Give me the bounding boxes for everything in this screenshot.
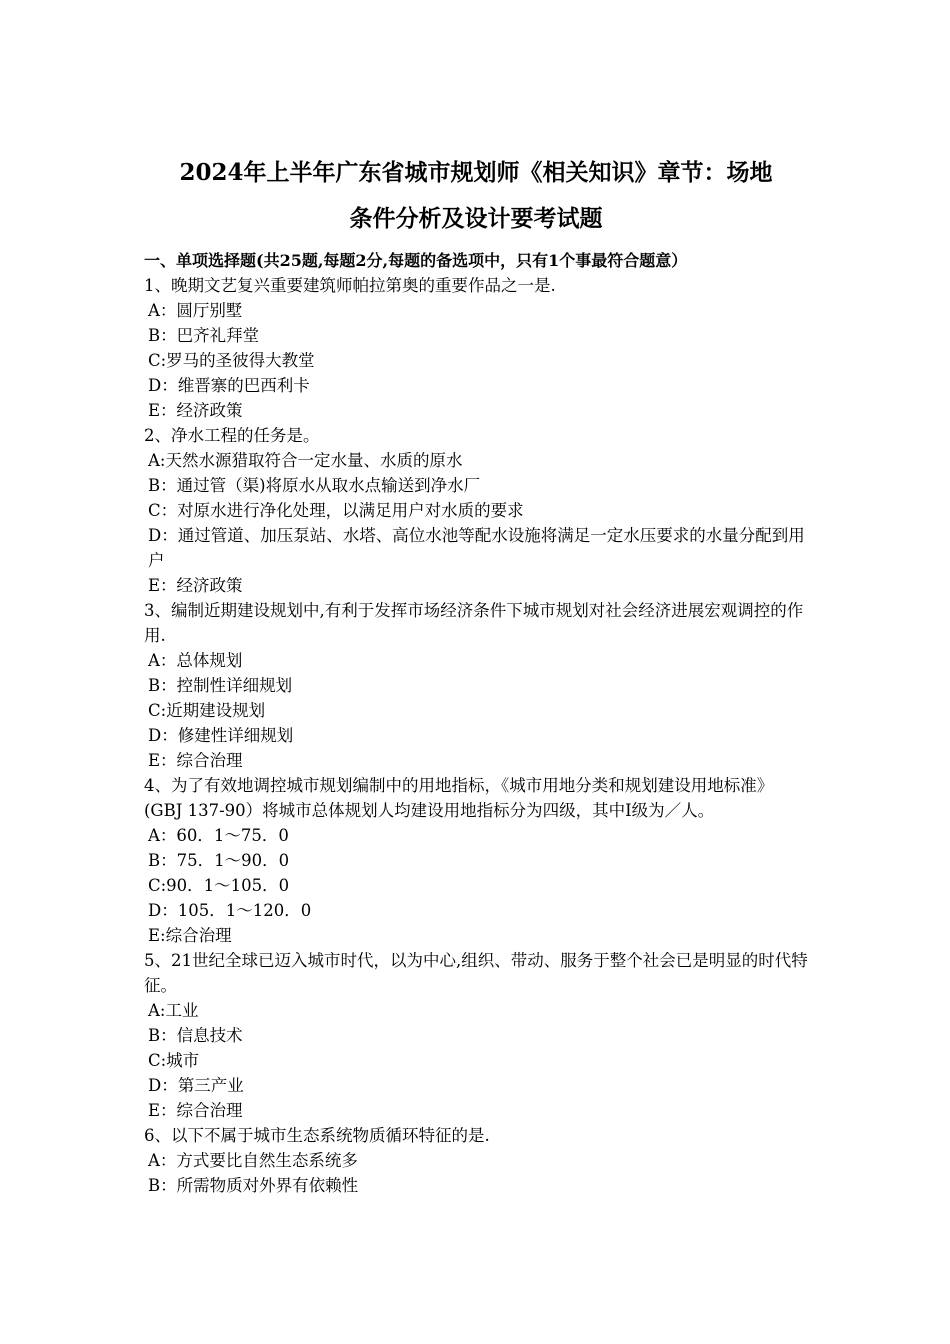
option-d: D：第三产业	[148, 1076, 244, 1095]
option-a: A：总体规划	[148, 651, 243, 670]
option-c: C：对原水进行净化处理，以满足用户对水质的要求	[148, 501, 524, 520]
question-text: 6、以下不属于城市生态系统物质循环特征的是.	[144, 1126, 490, 1145]
option-a: A:天然水源猎取符合一定水量、水质的原水	[148, 451, 463, 470]
option-e: E：经济政策	[148, 401, 243, 420]
option-e: E：综合治理	[148, 1101, 243, 1120]
title-line-1: 2024年上半年广东省城市规划师《相关知识》章节：场地	[179, 159, 773, 186]
option-a: A：圆厅别墅	[148, 301, 243, 320]
option-d: D：修建性详细规划	[148, 726, 294, 745]
question-6	[144, 1123, 808, 1198]
option-b: B：巴齐礼拜堂	[148, 326, 260, 345]
option-b: B：75．1～90．0	[148, 851, 290, 870]
option-e: E:综合治理	[148, 926, 232, 945]
option-d: D：通过管道、加压泵站、水塔、高位水池等配水设施将满足一定水压要求的水量分配到用户	[148, 526, 805, 570]
question-1	[144, 273, 808, 423]
option-b: B：信息技术	[148, 1026, 243, 1045]
option-d: D：105．1～120．0	[148, 901, 312, 920]
option-e: E：经济政策	[148, 576, 243, 595]
option-c: C:城市	[148, 1051, 200, 1070]
option-d: D：维晋寨的巴西利卡	[148, 376, 310, 395]
question-text: 5、21世纪全球已迈入城市时代，以为中心,组织、带动、服务于整个社会已是明显的时代特征。	[144, 951, 808, 995]
title-line-2: 条件分析及设计要考试题	[349, 205, 603, 232]
option-c: C:90．1～105．0	[148, 876, 290, 895]
document-page	[144, 150, 808, 1198]
option-e: E：综合治理	[148, 751, 243, 770]
question-4	[144, 773, 808, 948]
question-5	[144, 948, 808, 1123]
option-b: B：控制性详细规划	[148, 676, 293, 695]
question-text: 4、为了有效地调控城市规划编制中的用地指标，《城市用地分类和规划建设用地标准》(GBJ 137-90）将城市总体规划人均建设用地指标分为四级，其中Ⅰ级为／人。	[144, 776, 774, 820]
section-heading: 一、单项选择题(共25题,每题2分,每题的备选项中，只有1个事最符合题意）	[144, 251, 688, 270]
option-c: C:罗马的圣彼得大教堂	[148, 351, 315, 370]
question-text: 2、净水工程的任务是。	[144, 426, 320, 445]
option-a: A：方式要比自然生态系统多	[148, 1151, 358, 1170]
option-b: B：通过管（渠)将原水从取水点输送到净水厂	[148, 476, 481, 495]
option-c: C:近期建设规划	[148, 701, 266, 720]
question-3	[144, 598, 808, 773]
question-text: 1、晚期文艺复兴重要建筑师帕拉第奥的重要作品之一是.	[144, 276, 556, 295]
option-b: B：所需物质对外界有依赖性	[148, 1176, 359, 1195]
option-a: A：60．1～75．0	[148, 826, 289, 845]
question-text: 3、编制近期建设规划中,有利于发挥市场经济条件下城市规划对社会经济进展宏观调控的作用.	[144, 601, 804, 645]
document-title	[134, 150, 818, 242]
question-2	[144, 423, 808, 598]
option-a: A:工业	[148, 1001, 199, 1020]
